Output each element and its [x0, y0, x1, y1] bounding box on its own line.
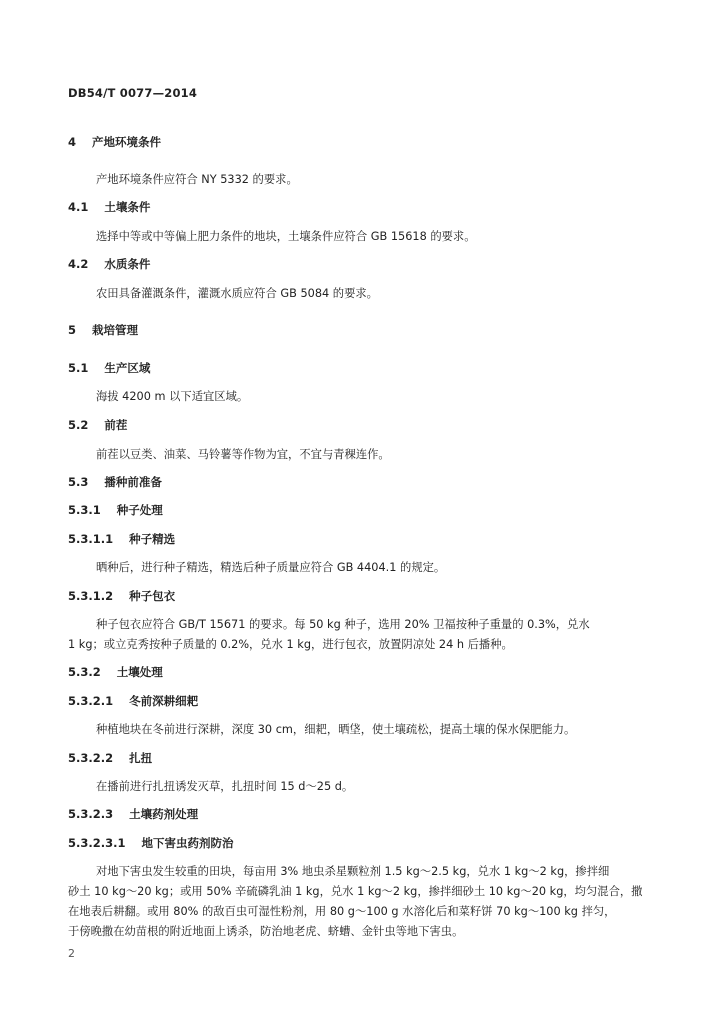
section-number: 5	[68, 323, 77, 337]
section-number: 5.3.2	[68, 665, 101, 679]
section-heading-4-1	[68, 199, 150, 215]
section-number: 5.3.2.3.1	[68, 836, 126, 850]
section-number: 5.3.2.2	[68, 751, 114, 765]
section-title: 种子精选	[129, 532, 176, 546]
section-title: 土壤处理	[116, 665, 163, 679]
section-number: 5.3.2.3	[68, 807, 114, 821]
section-heading-5-1	[68, 360, 150, 376]
section-number: 5.3.1.2	[68, 589, 114, 603]
paragraph: 晒种后，进行种子精选，精选后种子质量应符合 GB 4404.1 的规定。	[96, 561, 446, 574]
paragraph-line: 于傍晚撒在幼苗根的附近地面上诱杀，防治地老虎、蛴螬、金针虫等地下害虫。	[68, 925, 464, 938]
section-title: 种子包衣	[129, 589, 176, 603]
section-number: 5.1	[68, 361, 89, 375]
section-title: 土壤药剂处理	[129, 807, 199, 821]
paragraph-line: 在地表后耕翻。或用 80% 的敌百虫可湿性粉剂，用 80 g～100 g 水溶化后和菜籽饼 70 kg～100 kg 拌匀，	[68, 905, 616, 918]
section-number: 4	[68, 135, 77, 149]
paragraph-line: 种子包衣应符合 GB/T 15671 的要求。每 50 kg 种子，选用 20% 卫福按种子重量的 0.3%，兑水	[96, 618, 590, 631]
section-number: 5.2	[68, 418, 89, 432]
paragraph: 在播前进行扎扭诱发灭草，扎扭时间 15 d～25 d。	[96, 780, 354, 793]
section-title: 土壤条件	[104, 200, 151, 214]
section-title: 产地环境条件	[92, 135, 162, 149]
document-code-header: DB54/T 0077—2014	[68, 86, 198, 100]
section-number: 4.1	[68, 200, 89, 214]
paragraph: 前茬以豆类、油菜、马铃薯等作物为宜，不宜与青稞连作。	[96, 448, 390, 461]
section-heading-5-3-1	[68, 502, 163, 518]
section-heading-4-2	[68, 256, 150, 272]
section-title: 播种前准备	[104, 475, 162, 489]
section-heading-5-3-2-2	[68, 750, 152, 766]
section-heading-5-3-1-2	[68, 588, 175, 604]
paragraph-line: 砂土 10 kg～20 kg；或用 50% 辛硫磷乳油 1 kg，兑水 1 kg～2 kg，掺拌细砂土 10 kg～20 kg，均匀混合，撒	[68, 885, 643, 898]
section-number: 5.3.2.1	[68, 694, 114, 708]
page-number: 2	[68, 947, 75, 960]
paragraph-line: 对地下害虫发生较重的田块，每亩用 3% 地虫杀星颗粒剂 1.5 kg～2.5 kg，兑水 1 kg～2 kg，掺拌细	[96, 865, 610, 878]
section-title: 冬前深耕细耙	[129, 694, 199, 708]
paragraph: 海拔 4200 m 以下适宜区域。	[96, 390, 249, 403]
section-title: 种子处理	[116, 503, 163, 517]
paragraph: 选择中等或中等偏上肥力条件的地块，土壤条件应符合 GB 15618 的要求。	[96, 230, 476, 243]
section-heading-5-2	[68, 417, 127, 433]
section-number: 5.3	[68, 475, 89, 489]
section-number: 5.3.1	[68, 503, 101, 517]
section-heading-5-3-2	[68, 664, 163, 680]
paragraph: 农田具备灌溉条件，灌溉水质应符合 GB 5084 的要求。	[96, 287, 378, 300]
section-heading-5	[68, 322, 138, 338]
section-heading-5-3-2-3-1	[68, 835, 233, 851]
section-number: 4.2	[68, 257, 89, 271]
section-heading-5-3-2-1	[68, 693, 198, 709]
section-heading-5-3	[68, 474, 162, 490]
section-number: 5.3.1.1	[68, 532, 114, 546]
section-title: 生产区域	[104, 361, 151, 375]
paragraph-line: 1 kg；或立克秀按种子质量的 0.2%，兑水 1 kg，进行包衣，放置阴凉处 24 h 后播种。	[68, 638, 513, 651]
section-title: 前茬	[104, 418, 128, 432]
section-title: 水质条件	[104, 257, 151, 271]
paragraph: 种植地块在冬前进行深耕，深度 30 cm，细耙，晒垡，使土壤疏松，提高土壤的保水保肥能力。	[96, 723, 576, 736]
section-heading-5-3-2-3	[68, 806, 198, 822]
paragraph: 产地环境条件应符合 NY 5332 的要求。	[96, 173, 298, 186]
section-title: 栽培管理	[92, 323, 139, 337]
section-title: 扎扭	[129, 751, 153, 765]
section-heading-5-3-1-1	[68, 531, 175, 547]
section-heading-4	[68, 134, 161, 150]
section-title: 地下害虫药剂防治	[141, 836, 234, 850]
